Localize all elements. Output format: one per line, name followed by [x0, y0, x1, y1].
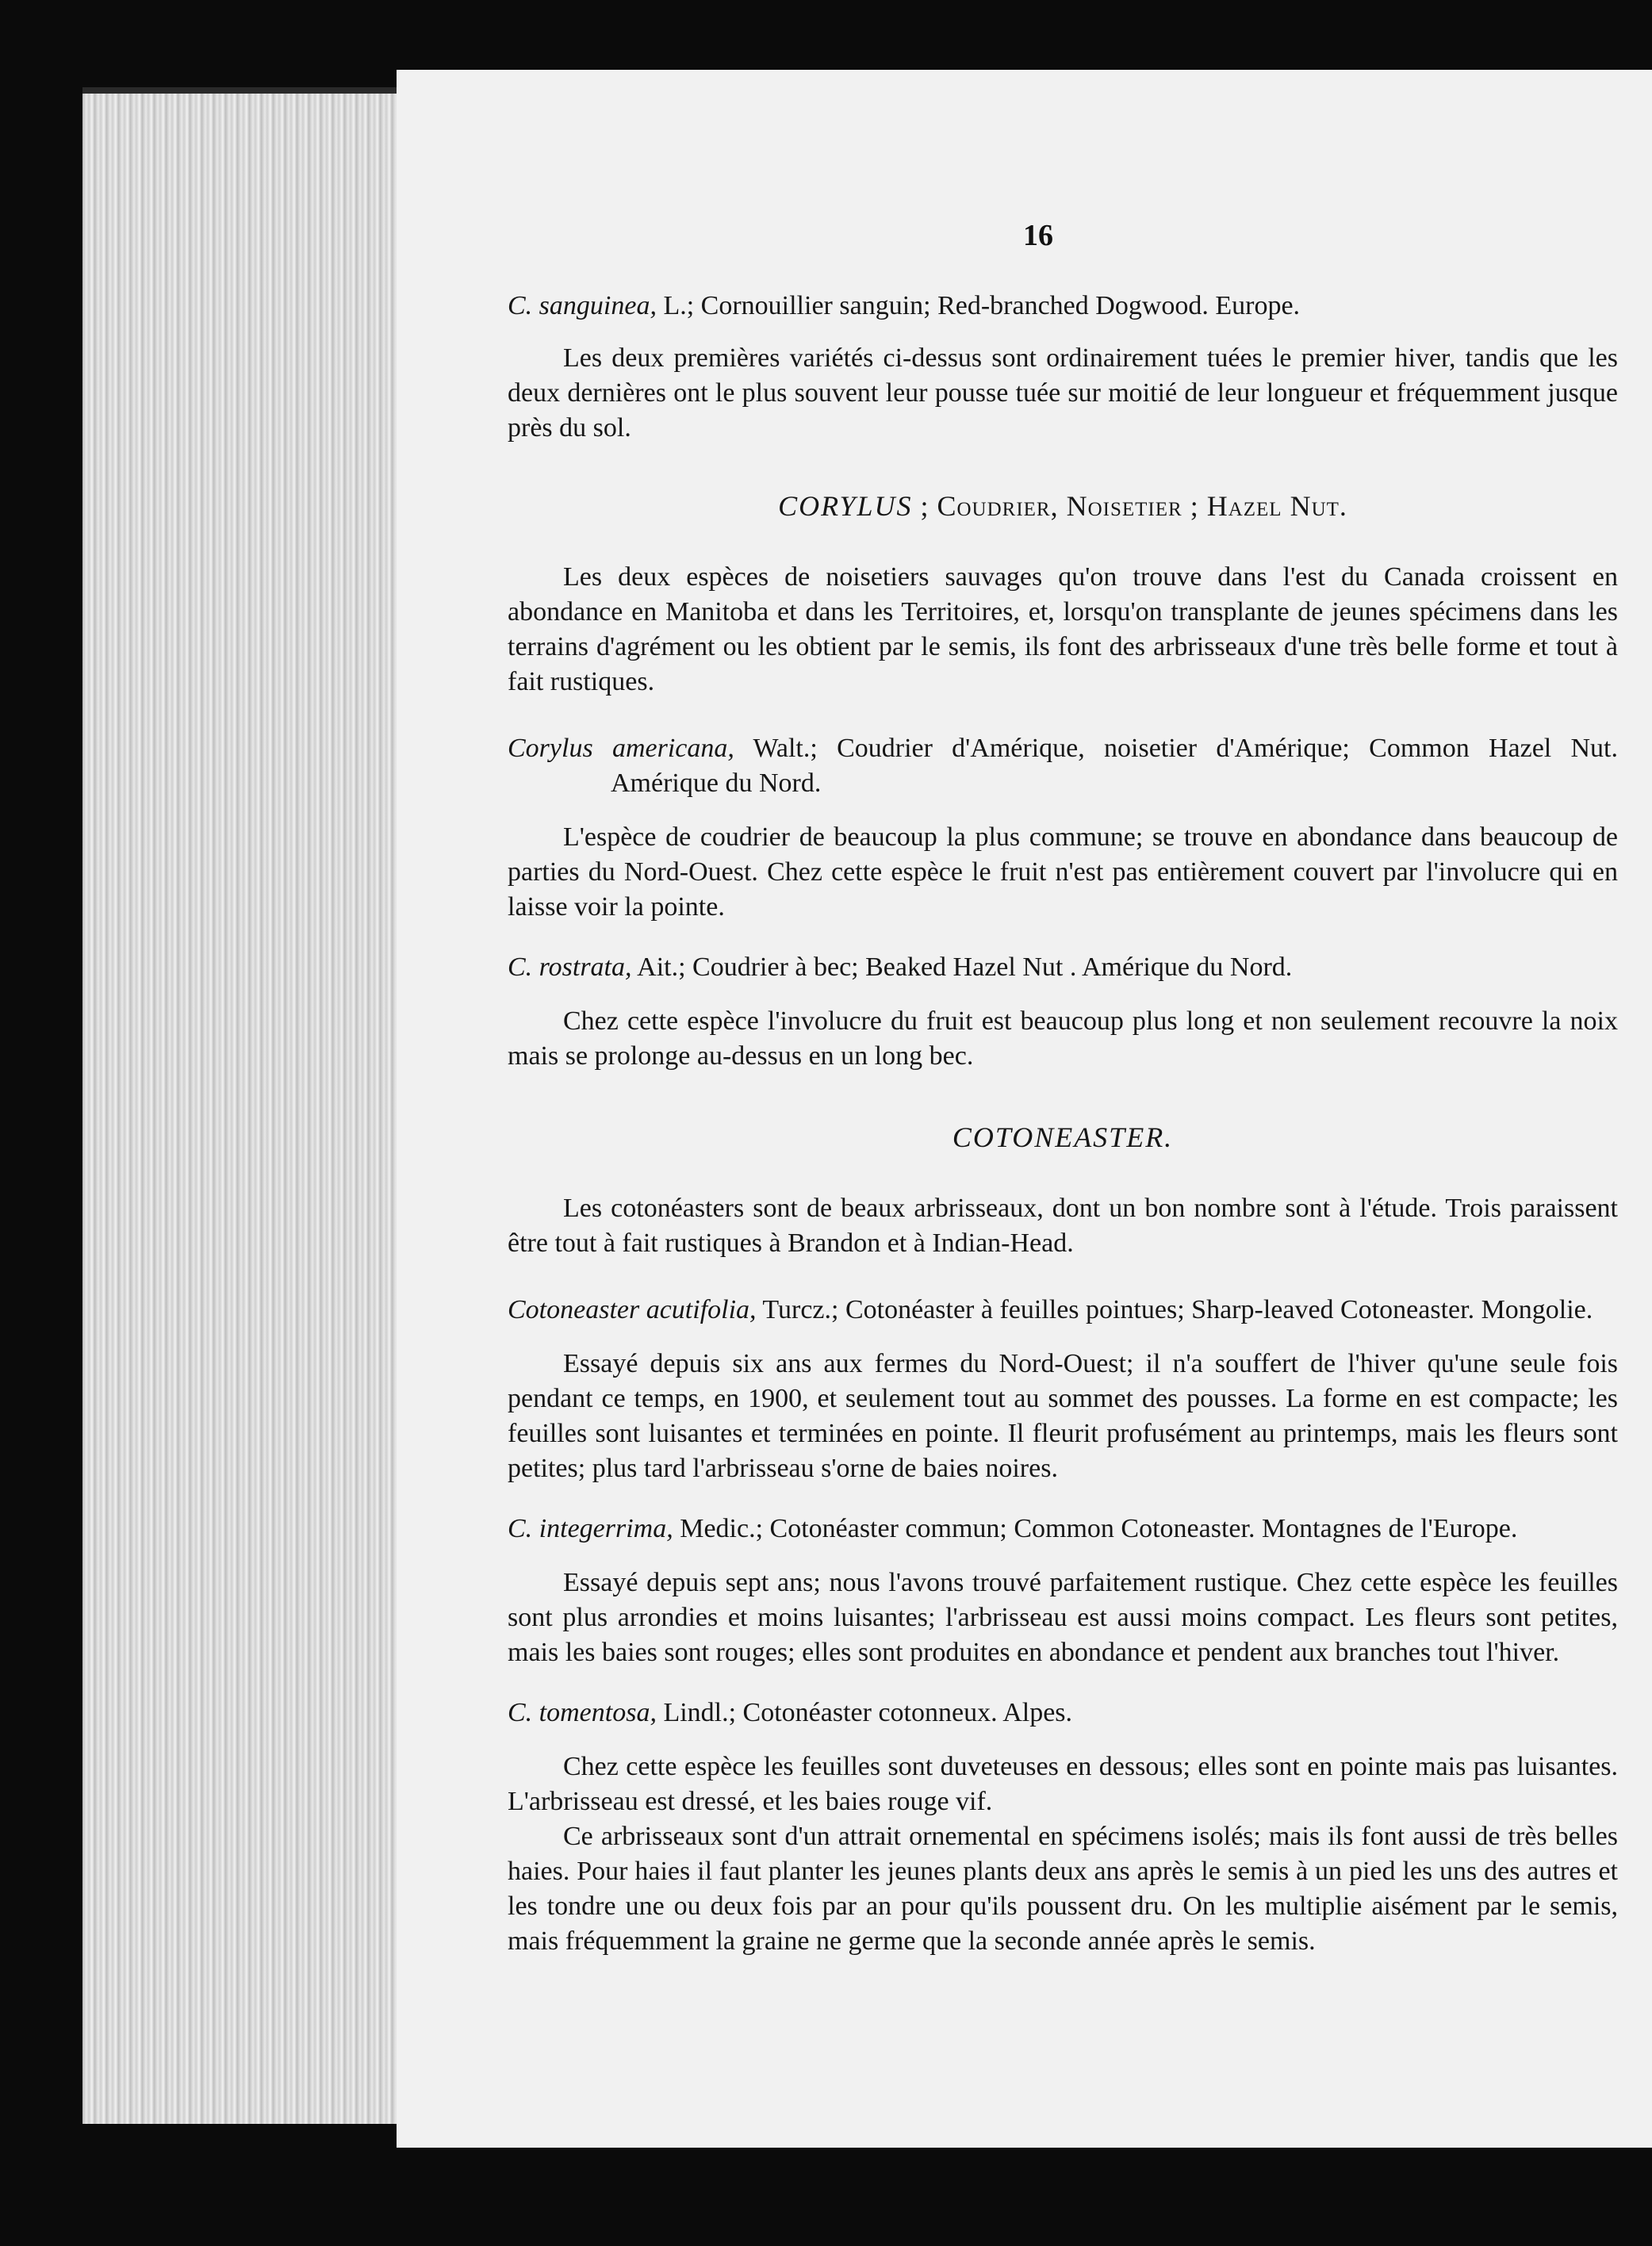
paragraph: Essayé depuis sept ans; nous l'avons trouvé parfaitement rustique. Chez cette espèce les feuilles sont plus arrondies et moins luisantes; l'arbrisseau est aussi moins compact. Les fleurs sont petites, mais les baies sont rouges; elles sont produites en abondance et pendent aux branches tout l'hiver.: [508, 1568, 1618, 1667]
section-heading: [508, 489, 1618, 523]
species-name: Cotoneaster acutifolia,: [508, 1295, 757, 1324]
species-name: C. integerrima,: [508, 1514, 673, 1543]
paragraph: Les cotonéasters sont de beaux arbrisseaux, dont un bon nombre sont à l'étude. Trois paraissent être tout à fait rustiques à Brandon et à Indian-Head.: [508, 1194, 1618, 1258]
species-details: Medic.; Cotonéaster commun; Common Cotoneaster. Montagnes de l'Europe.: [673, 1514, 1518, 1543]
species-name: C. rostrata,: [508, 952, 632, 982]
species-entry: [508, 1512, 1618, 1547]
species-name: C. sanguinea,: [508, 291, 657, 320]
paragraph: Ce arbrisseaux sont d'un attrait ornemental en spécimens isolés; mais ils font aussi de très belles haies. Pour haies il faut planter les jeunes plants deux ans après le semis à un pied les uns des autres et les tondre une ou deux fois par an pour qu'ils poussent dru. On les multiplie aisément par le semis, mais fréquemment la graine ne germe que la seconde année après le semis.: [508, 1822, 1618, 1956]
paragraph: Les deux espèces de noisetiers sauvages qu'on trouve dans l'est du Canada croissent en abondance en Manitoba et dans les Territoires, et, lorsqu'on transplante de jeunes spécimens dans les terrains d'agrément ou les obtient par le semis, ils font des arbrisseaux d'une très belle forme et tout à fait rustiques.: [508, 562, 1618, 696]
species-details: Walt.; Coudrier d'Amérique, noisetier d'Amérique; Common Hazel Nut. Amérique du Nord.: [611, 734, 1619, 798]
stacked-page-edges: [82, 94, 416, 2124]
paragraph: Les deux premières variétés ci-dessus sont ordinairement tuées le premier hiver, tandis que les deux dernières ont le plus souvent leur pousse tuée sur moitié de leur longueur et fréquemment jusque près du sol.: [508, 343, 1618, 443]
species-details: Lindl.; Cotonéaster cotonneux. Alpes.: [656, 1698, 1073, 1727]
species-entry: [508, 1293, 1618, 1328]
page-body: [508, 206, 1618, 1959]
genus-name: COTONEASTER.: [952, 1121, 1174, 1153]
heading-common-names: ; Coudrier, Noisetier ; Hazel Nut.: [912, 490, 1347, 522]
species-entry: [508, 731, 1618, 801]
species-details: Ait.; Coudrier à bec; Beaked Hazel Nut . Amérique du Nord.: [631, 952, 1293, 982]
paragraph: L'espèce de coudrier de beaucoup la plus commune; se trouve en abondance dans beaucoup de parties du Nord-Ouest. Chez cette espèce le fruit n'est pas entièrement couvert par l'involucre qui en laisse voir la pointe.: [508, 822, 1618, 922]
page-number: 16: [1023, 219, 1053, 252]
species-entry: [508, 289, 1618, 324]
paragraph: Chez cette espèce les feuilles sont duveteuses en dessous; elles sont en pointe mais pas luisantes. L'arbrisseau est dressé, et les baies rouge vif.: [508, 1752, 1618, 1816]
species-name: C. tomentosa,: [508, 1698, 657, 1727]
genus-name: CORYLUS: [778, 490, 913, 522]
species-entry: [508, 1696, 1618, 1730]
paragraph: Chez cette espèce l'involucre du fruit est beaucoup plus long et non seulement recouvre la noix mais se prolonge au-dessus en un long bec.: [508, 1006, 1618, 1071]
paragraph: Essayé depuis six ans aux fermes du Nord-Ouest; il n'a souffert de l'hiver qu'une seule fois pendant ce temps, en 1900, et seulement tout au sommet des pousses. La forme en est compacte; les feuilles sont luisantes et terminées en pointe. Il fleurit profusément au printemps, mais les fleurs sont petites; plus tard l'arbrisseau s'orne de baies noires.: [508, 1349, 1618, 1483]
species-details: L.; Cornouillier sanguin; Red-branched Dogwood. Europe.: [656, 291, 1301, 320]
species-entry: [508, 950, 1618, 985]
section-heading: [508, 1120, 1618, 1155]
species-name: Corylus americana,: [508, 734, 734, 763]
species-details: Turcz.; Cotonéaster à feuilles pointues; Sharp-leaved Cotoneaster. Mongolie.: [756, 1295, 1593, 1324]
